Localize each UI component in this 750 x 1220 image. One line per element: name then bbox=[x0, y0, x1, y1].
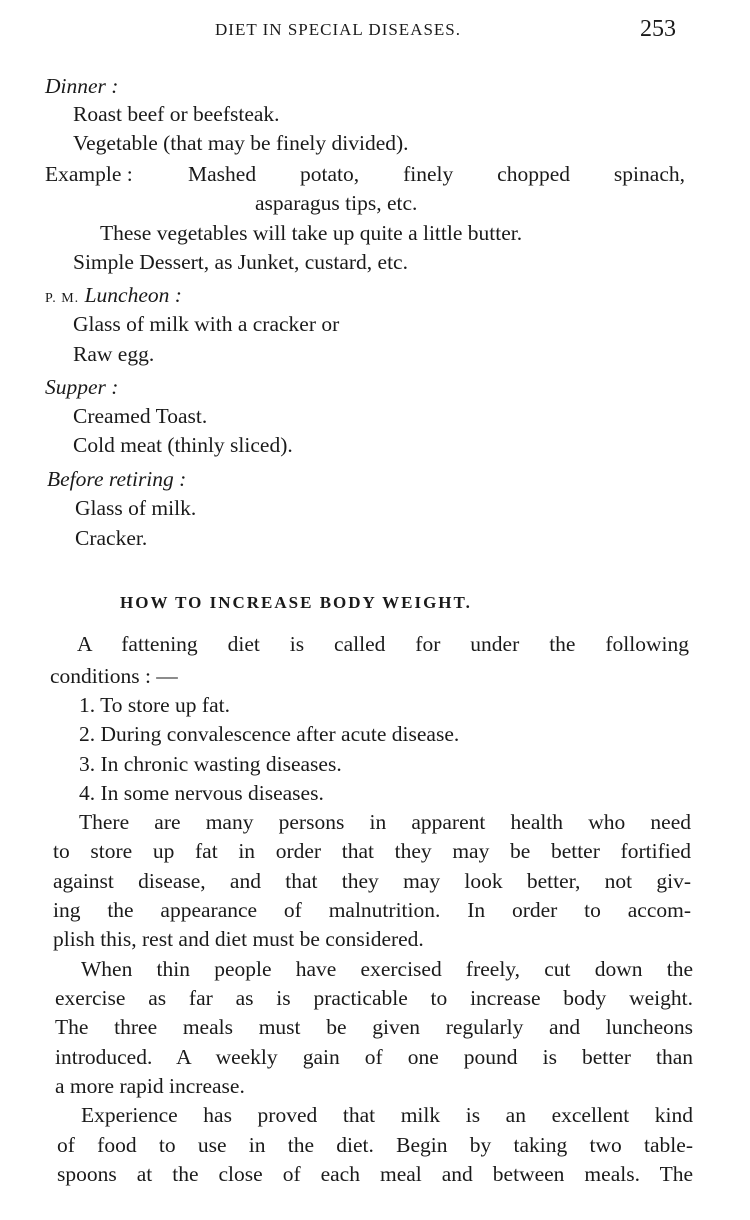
paragraph-line: When thin people have exercised freely, cut down the bbox=[81, 957, 693, 981]
dinner-heading: Dinner : bbox=[45, 74, 119, 98]
paragraph-line: There are many persons in apparent health who need bbox=[79, 810, 691, 834]
running-head: DIET IN SPECIAL DISEASES. bbox=[215, 20, 462, 39]
paragraph-line: to store up fat in order that they may be better fortified bbox=[53, 839, 691, 863]
condition-item: 4. In some nervous diseases. bbox=[79, 781, 324, 805]
intro-line: conditions : — bbox=[50, 664, 178, 688]
example-label: Example : bbox=[45, 162, 133, 186]
section-title: HOW TO INCREASE BODY WEIGHT. bbox=[120, 593, 472, 612]
luncheon-heading-line bbox=[45, 281, 182, 313]
supper-heading: Supper : bbox=[45, 375, 119, 399]
condition-item: 2. During convalescence after acute disease. bbox=[79, 722, 460, 746]
supper-item: Cold meat (thinly sliced). bbox=[73, 433, 293, 457]
intro-line: A fattening diet is called for under the following bbox=[77, 632, 689, 656]
before-retiring-heading: Before retiring : bbox=[47, 467, 187, 491]
example-line: asparagus tips, etc. bbox=[255, 191, 418, 215]
luncheon-item: Glass of milk with a cracker or bbox=[73, 312, 340, 336]
paragraph-line: ing the appearance of malnutrition. In order to accom- bbox=[53, 898, 691, 922]
page-number: 253 bbox=[640, 16, 676, 42]
luncheon-item: Raw egg. bbox=[73, 342, 155, 366]
condition-item: 3. In chronic wasting diseases. bbox=[79, 752, 342, 776]
paragraph-line: Experience has proved that milk is an excellent kind bbox=[81, 1103, 693, 1127]
supper-item: Creamed Toast. bbox=[73, 404, 208, 428]
paragraph-line: exercise as far as is practicable to increase body weight. bbox=[55, 986, 693, 1010]
condition-item: 1. To store up fat. bbox=[79, 693, 230, 717]
luncheon-prefix: P. M. bbox=[45, 291, 80, 306]
before-retiring-item: Glass of milk. bbox=[75, 496, 197, 520]
paragraph-line: introduced. A weekly gain of one pound is better than bbox=[55, 1045, 693, 1069]
paragraph-line: plish this, rest and diet must be considered. bbox=[53, 927, 424, 951]
paragraph-line: against disease, and that they may look better, not giv- bbox=[53, 869, 691, 893]
luncheon-heading: Luncheon : bbox=[84, 283, 182, 307]
paragraph-line: spoons at the close of each meal and between meals. The bbox=[57, 1162, 693, 1186]
dinner-dessert: Simple Dessert, as Junket, custard, etc. bbox=[73, 250, 408, 274]
page-header bbox=[0, 16, 750, 46]
dinner-item: Vegetable (that may be finely divided). bbox=[73, 131, 409, 155]
paragraph-line: The three meals must be given regularly and luncheons bbox=[55, 1015, 693, 1039]
paragraph-line: of food to use in the diet. Begin by taking two table- bbox=[57, 1133, 693, 1157]
dinner-item: Roast beef or beefsteak. bbox=[73, 102, 280, 126]
example-line: Mashed potato, finely chopped spinach, bbox=[188, 162, 685, 186]
before-retiring-item: Cracker. bbox=[75, 526, 148, 550]
dinner-note: These vegetables will take up quite a little butter. bbox=[100, 221, 523, 245]
paragraph-line: a more rapid increase. bbox=[55, 1074, 245, 1098]
